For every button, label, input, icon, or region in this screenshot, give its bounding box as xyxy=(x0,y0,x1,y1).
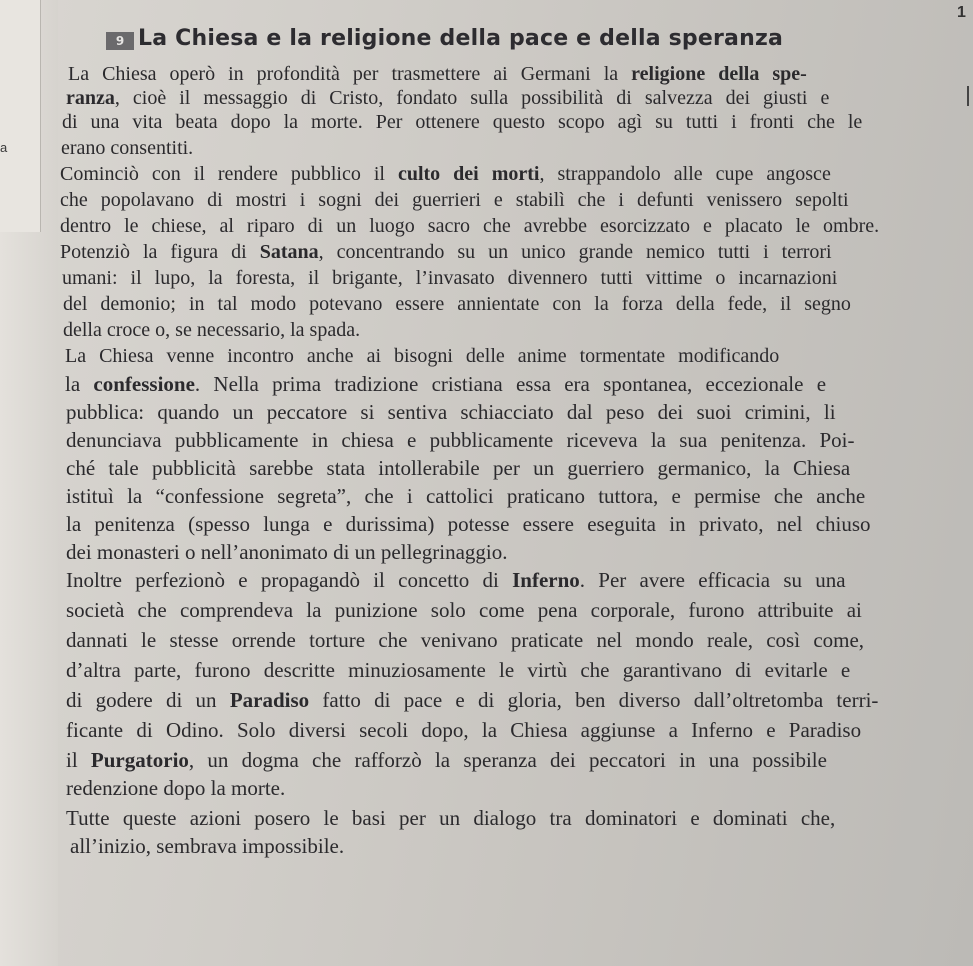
text-run: denunciava pubblicamente in chiesa e pubblicamente riceveva la sua penitenza. Poi- xyxy=(66,428,855,452)
text-line xyxy=(66,428,854,452)
text-run: dannati le stesse orrende torture che venivano praticate nel mondo reale, così come, xyxy=(66,628,865,652)
text-run: redenzione dopo la morte. xyxy=(66,776,286,800)
text-line xyxy=(70,834,344,858)
text-line xyxy=(66,540,507,564)
text-line xyxy=(66,688,878,712)
text-run: Cominciò con il rendere pubblico il xyxy=(60,163,398,185)
text-line xyxy=(60,214,879,238)
text-line xyxy=(66,568,846,592)
text-line xyxy=(66,598,862,622)
text-line xyxy=(66,86,829,110)
text-line xyxy=(63,292,851,316)
text-run: Inoltre perfezionò e propagandò il concetto di xyxy=(66,568,513,592)
text-line xyxy=(66,628,864,652)
text-run: della croce o, se necessario, la spada. xyxy=(63,319,361,341)
text-line xyxy=(63,318,360,342)
text-run: del demonio; in tal modo potevano essere annientate con la forza della fede, il segno xyxy=(63,293,851,315)
text-line xyxy=(65,344,779,368)
bold-term: ranza xyxy=(66,87,115,109)
bold-term: culto dei morti xyxy=(397,163,540,185)
left-margin-fragment: a xyxy=(0,140,8,155)
text-run: società che comprendeva la punizione solo come pena corporale, furono attribuite ai xyxy=(66,598,862,622)
text-line xyxy=(66,776,285,800)
text-run: ché tale pubblicità sarebbe stata intollerabile per un guerriero germanico, la Chiesa xyxy=(66,456,851,480)
text-run: . Per avere efficacia su una xyxy=(579,568,846,592)
text-line xyxy=(66,512,871,536)
text-run: la penitenza (spesso lunga e durissima) potesse essere eseguita in privato, nel chiuso xyxy=(66,512,871,536)
text-line xyxy=(62,266,837,290)
text-line xyxy=(62,110,862,134)
text-line xyxy=(60,162,831,186)
text-run: di una vita beata dopo la morte. Per ottenere questo scopo agì su tutti i fronti che le xyxy=(62,111,863,133)
bold-term: confessione xyxy=(93,372,195,396)
text-line xyxy=(65,372,826,396)
text-run: fatto di pace e di gloria, ben diverso dall’oltretomba terri- xyxy=(309,688,879,712)
text-run: Potenziò la figura di xyxy=(60,241,260,263)
text-line xyxy=(60,188,849,212)
text-run: all’inizio, sembrava impossibile. xyxy=(70,834,345,858)
text-run: , cioè il messaggio di Cristo, fondato sulla possibilità di salvezza dei giusti e xyxy=(114,87,830,109)
text-line xyxy=(66,748,827,772)
text-run: ficante di Odino. Solo diversi secoli dopo, la Chiesa aggiunse a Inferno e Paradiso xyxy=(66,718,862,742)
text-run: dentro le chiese, al riparo di un luogo sacro che avrebbe esorcizzato e placato le ombre. xyxy=(60,215,880,237)
text-run: istituì la “confessione segreta”, che i cattolici praticano tuttora, e permise che anche xyxy=(66,484,866,508)
text-run: dei monasteri o nell’anonimato di un pellegrinaggio. xyxy=(66,540,508,564)
text-run: . Nella prima tradizione cristiana essa era spontanea, eccezionale e xyxy=(194,372,827,396)
text-line xyxy=(66,456,850,480)
text-line xyxy=(66,658,850,682)
text-run: , un dogma che rafforzò la speranza dei peccatori in una possibile xyxy=(188,748,827,772)
text-run: umani: il lupo, la foresta, il brigante, l’invasato divennero tutti vittime o incarnazioni xyxy=(62,267,838,289)
text-run: pubblica: quando un peccatore si sentiva schiacciato dal peso dei suoi crimini, li xyxy=(66,400,836,424)
section-number-badge: 9 xyxy=(106,32,134,50)
adjacent-page-edge xyxy=(0,0,41,232)
text-run: il xyxy=(66,748,91,772)
text-run: , concentrando su un unico grande nemico tutti i terrori xyxy=(318,241,832,263)
text-run: la xyxy=(65,372,94,396)
text-line xyxy=(61,136,193,160)
bold-term: Satana xyxy=(259,241,319,263)
text-run: Tutte queste azioni posero le basi per un dialogo tra dominatori e dominati che, xyxy=(66,806,836,830)
section-title: La Chiesa e la religione della pace e della speranza xyxy=(138,26,783,51)
right-margin-fragment-mark xyxy=(967,86,969,106)
right-margin-fragment-top: 1 xyxy=(957,4,966,21)
text-run: erano consentiti. xyxy=(61,137,194,159)
text-line xyxy=(66,806,835,830)
text-run: , strappandolo alle cupe angosce xyxy=(539,163,831,185)
bold-term: religione della spe- xyxy=(631,63,807,85)
text-line xyxy=(66,484,865,508)
text-run: La Chiesa venne incontro anche ai bisogni delle anime tormentate modificando xyxy=(65,345,780,367)
bold-term: Inferno xyxy=(512,568,580,592)
text-run: che popolavano di mostri i sogni dei guerrieri e stabilì che i defunti venissero sepolti xyxy=(60,189,849,211)
text-line xyxy=(66,718,861,742)
text-line xyxy=(66,400,836,424)
text-line xyxy=(60,240,832,264)
bold-term: Purgatorio xyxy=(90,748,189,772)
text-line xyxy=(68,62,807,86)
text-run: La Chiesa operò in profondità per trasmettere ai Germani la xyxy=(68,63,632,85)
text-run: d’altra parte, furono descritte minuziosamente le virtù che garantivano di evitarle e xyxy=(66,658,851,682)
bold-term: Paradiso xyxy=(229,688,310,712)
text-run: di godere di un xyxy=(66,688,230,712)
